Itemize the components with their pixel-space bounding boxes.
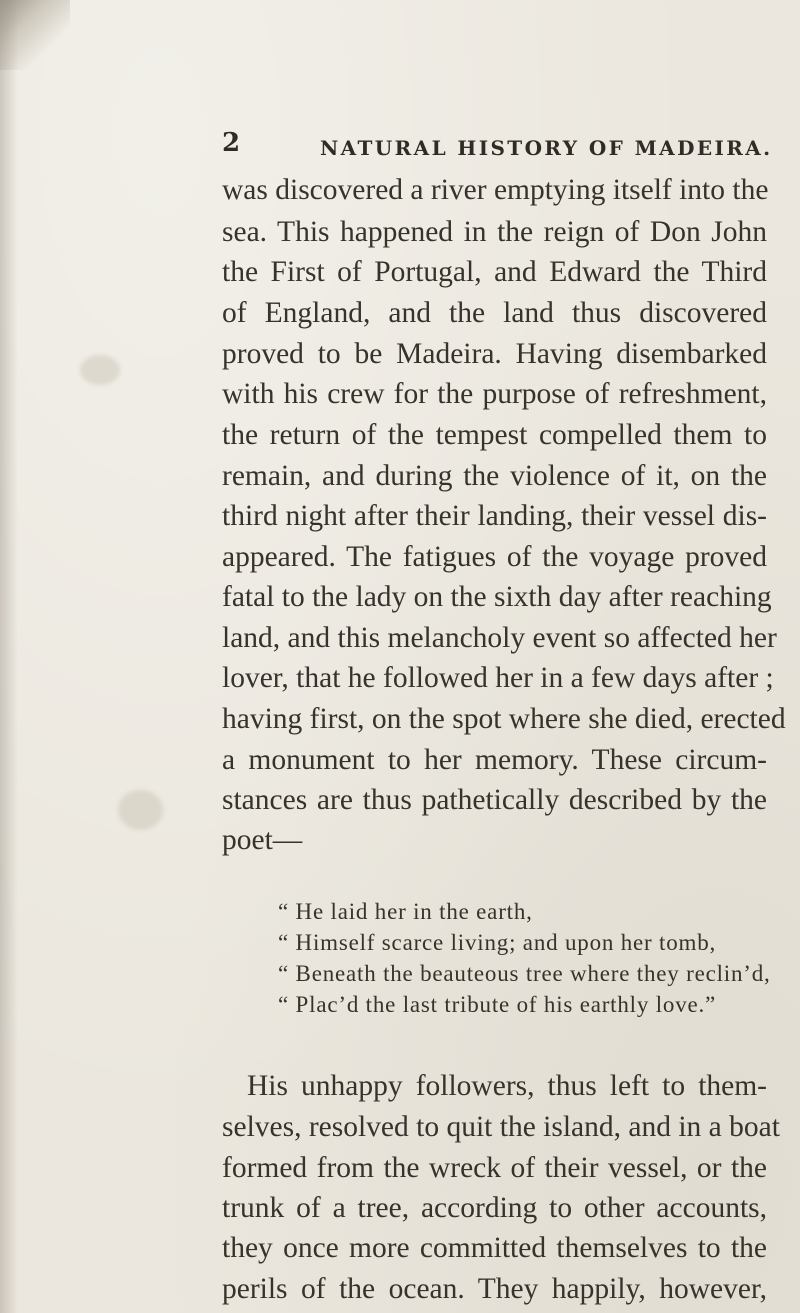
text-line: stances are thus pathetically described by the	[222, 784, 767, 816]
text-line: the First of Portugal, and Edward the Third	[222, 256, 767, 288]
paper-stain	[80, 355, 120, 385]
text-line: formed from the wreck of their vessel, or the	[222, 1152, 767, 1184]
running-head: NATURAL HISTORY OF MADEIRA.	[320, 136, 773, 160]
text-line: proved to be Madeira. Having disembarked	[222, 338, 767, 370]
text-line: third night after their landing, their vessel dis-	[222, 500, 767, 532]
text-line: remain, and during the violence of it, on the	[222, 460, 767, 492]
text-line: selves, resolved to quit the island, and in a boat	[222, 1111, 780, 1143]
text-line: with his crew for the purpose of refreshment,	[222, 378, 767, 410]
text-line: sea. This happened in the reign of Don John	[222, 216, 767, 248]
text-line: was discovered a river emptying itself into the	[222, 174, 769, 206]
text-line: the return of the tempest compelled them to	[222, 419, 767, 451]
text-line: having first, on the spot where she died, erected	[222, 703, 786, 735]
text-line: of England, and the land thus discovered	[222, 297, 767, 329]
text-line: trunk of a tree, according to other accounts,	[222, 1192, 767, 1224]
page-number: 2	[222, 128, 241, 158]
verse-line: “ Plac’d the last tribute of his earthly love.”	[278, 992, 717, 1017]
text-line: perils of the ocean. They happily, however,	[222, 1273, 767, 1305]
verse-line: “ He laid her in the earth,	[278, 899, 533, 924]
text-line: fatal to the lady on the sixth day after reaching	[222, 581, 772, 613]
text-line: His unhappy followers, thus left to them-	[247, 1070, 767, 1102]
text-line: appeared. The fatigues of the voyage proved	[222, 541, 767, 573]
verse-line: “ Beneath the beauteous tree where they reclin’d,	[278, 961, 771, 986]
text-line: lover, that he followed her in a few days after ;	[222, 662, 774, 694]
paper-stain	[118, 790, 163, 830]
verse-line: “ Himself scarce living; and upon her tomb,	[278, 930, 717, 955]
text-line: a monument to her memory. These circum-	[222, 744, 767, 776]
text-line: land, and this melancholy event so affected her	[222, 622, 777, 654]
page-edge-shadow	[0, 0, 18, 1313]
text-line: poet—	[222, 824, 303, 856]
text-line: they once more committed themselves to the	[222, 1232, 767, 1264]
page-header	[222, 128, 773, 166]
